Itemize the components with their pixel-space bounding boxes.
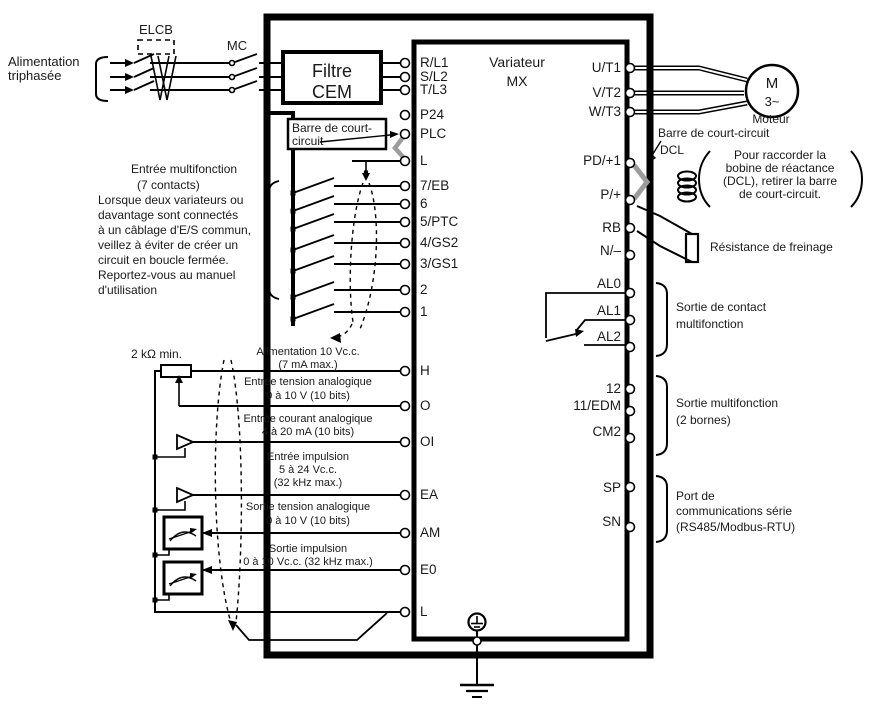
terminal-label-4/GS2: 4/GS2	[420, 235, 459, 250]
dcl-jumper-label: Barre de court-circuit	[658, 126, 770, 140]
supply-label-line2: triphasée	[8, 68, 62, 83]
wire	[634, 165, 647, 199]
terminal-H	[401, 367, 410, 376]
terminal-1	[401, 308, 410, 317]
terminal-11/EDM	[626, 407, 635, 416]
terminal-label-L: L	[420, 153, 428, 168]
mc-contact	[235, 81, 257, 89]
filter-label-line1: Filtre	[312, 61, 352, 81]
analog-row-label: 5 à 24 Vc.c.	[278, 464, 338, 476]
elcb-dashed-box	[138, 40, 174, 54]
terminal-label-AL0: AL0	[596, 276, 621, 291]
terminal-label-12: 12	[605, 381, 621, 396]
elcb-contact	[134, 68, 154, 77]
wire	[215, 360, 231, 623]
terminal-label-E0: E0	[420, 562, 437, 577]
analog-row-label: (32 kHz max.)	[273, 477, 343, 489]
wire	[362, 173, 370, 181]
terminal-label-3/GS1: 3/GS1	[420, 256, 459, 271]
analog-row-label: 0 à 10 V (10 bits)	[266, 515, 350, 527]
terminal-label-6: 6	[420, 196, 428, 211]
analog-row-label: Entrée tension analogique	[244, 376, 372, 388]
phase-arrow	[125, 59, 134, 67]
input-note-title1: Entrée multifonction	[131, 162, 238, 176]
filter-label-line2: CEM	[312, 82, 352, 102]
terminal-2	[401, 286, 410, 295]
input-switch	[293, 178, 334, 193]
input-switch	[293, 304, 334, 319]
pulse-meter-icon	[164, 562, 202, 594]
wire	[236, 613, 387, 640]
terminal-S/L2	[401, 73, 410, 82]
analog-row-label: 0 à 10 Vc.c. (32 kHz max.)	[243, 556, 373, 568]
terminal-label-RB: RB	[602, 220, 621, 235]
supply-bracket	[96, 57, 108, 101]
wire	[637, 231, 692, 262]
mc-contact-pole	[230, 75, 235, 80]
terminal-label-5/PTC: 5/PTC	[420, 214, 459, 229]
terminal-OI	[401, 438, 410, 447]
terminal-U/T1	[626, 64, 635, 73]
wire	[153, 553, 158, 558]
terminal-3/GS1	[401, 260, 410, 269]
terminal-PD/+1	[626, 159, 635, 168]
jumper-note-line2: circuit	[292, 134, 324, 148]
inverter-title-line2: MX	[506, 73, 528, 89]
wire	[699, 151, 710, 207]
relay-output-bracket	[656, 283, 667, 356]
input-note-body: circuit en boucle fermée.	[98, 253, 229, 267]
shielded-cable-lower	[215, 360, 387, 640]
terminal-label-W/T3: W/T3	[588, 104, 621, 119]
terminal-E0	[401, 566, 410, 575]
wire	[231, 360, 241, 622]
supply-label-line1: Alimentation	[8, 54, 80, 69]
terminal-label-S/L2: S/L2	[420, 69, 448, 84]
input-switch	[293, 214, 334, 229]
input-note-body: Reportez-vous au manuel	[98, 268, 236, 282]
wire	[190, 528, 197, 534]
pulse-source-icon	[177, 488, 193, 502]
analog-row-label: Entrée courant analogique	[243, 413, 373, 425]
terminal-CM2	[626, 434, 635, 443]
brake-resistor-label: Résistance de freinage	[710, 240, 833, 254]
terminal-label-EA: EA	[420, 487, 439, 502]
multifunction-input-contacts	[291, 178, 401, 322]
terminal-6	[401, 200, 410, 209]
terminal-SN	[626, 523, 635, 532]
phase-arrow	[125, 73, 134, 81]
terminal-label-L: L	[420, 604, 428, 619]
elcb-contact	[134, 81, 154, 90]
analog-row-label: (7 mA max.)	[278, 359, 338, 371]
terminal-label-PD/+1: PD/+1	[583, 153, 621, 168]
terminal-label-H: H	[420, 363, 430, 378]
terminal-label-R/L1: R/L1	[420, 55, 449, 70]
dcl-note-line: de court-circuit.	[738, 187, 822, 201]
multi-output-label: (2 bornes)	[676, 413, 731, 427]
wire	[155, 501, 185, 510]
wire	[170, 577, 196, 586]
input-note-body: davantage sont connectés	[98, 208, 239, 222]
dcl-reactor-coil-icon	[678, 172, 696, 202]
pot-value-label: 2 kΩ min.	[131, 347, 182, 361]
serial-port-bracket	[656, 476, 667, 542]
terminal-label-N/–: N/–	[599, 243, 621, 258]
analog-meter-icon	[164, 517, 202, 549]
phase-arrow	[125, 86, 134, 94]
analog-row-label: Alimentation 10 Vc.c.	[256, 346, 360, 358]
terminal-label-V/T2: V/T2	[592, 85, 621, 100]
wire	[637, 206, 692, 234]
terminals	[401, 55, 635, 619]
dcl-note-line: Pour raccorder la	[733, 148, 827, 162]
terminal-L	[401, 608, 410, 617]
mc-contact-pole	[230, 88, 235, 93]
potentiometer	[161, 365, 191, 377]
analog-row-label: 0 à 10 V (10 bits)	[266, 390, 350, 402]
wire	[330, 333, 341, 343]
input-note-body: d'utilisation	[98, 283, 157, 297]
logic-common-wire	[352, 161, 400, 181]
wire	[153, 508, 158, 513]
analog-row-label: Sortie impulsion	[268, 543, 348, 555]
terminal-V/T2	[626, 89, 635, 98]
relay-output-label: Sortie de contact	[676, 300, 767, 314]
terminal-12	[626, 385, 635, 394]
terminal-label-AL1: AL1	[596, 303, 621, 318]
terminal-AL0	[626, 289, 635, 298]
terminal-N/–	[626, 251, 635, 260]
terminal-label-P24: P24	[420, 107, 445, 122]
wire	[155, 448, 185, 457]
terminal-PLC	[401, 130, 410, 139]
analog-row-label: 4 à 20 mA (10 bits)	[261, 426, 355, 438]
motor-letter: M	[765, 75, 779, 92]
input-switch	[293, 235, 334, 250]
input-switch	[293, 282, 334, 297]
terminal-label-OI: OI	[420, 434, 435, 449]
dcl-note-line: bobine de réactance	[725, 161, 835, 175]
terminal-O	[401, 402, 410, 411]
wire	[473, 637, 481, 645]
terminal-4/GS2	[401, 239, 410, 248]
jumper-note-line1: Barre de court-	[292, 121, 373, 135]
wire	[153, 455, 158, 460]
input-note-body: Lorsque deux variateurs ou	[98, 193, 244, 207]
relay-output-label: multifonction	[676, 317, 744, 331]
brake-resistor-icon	[686, 234, 698, 262]
terminal-label-2: 2	[420, 282, 428, 297]
terminal-W/T3	[626, 108, 635, 117]
terminal-7/EB	[401, 182, 410, 191]
wire	[170, 532, 196, 541]
wire	[851, 151, 862, 207]
terminal-label-T/L3: T/L3	[420, 82, 448, 97]
terminal-label-AL2: AL2	[596, 329, 621, 344]
terminal-P/+	[626, 196, 635, 205]
inverter-title-line1: Variateur	[489, 54, 545, 70]
terminal-label-P/+: P/+	[600, 187, 621, 202]
terminal-label-O: O	[420, 398, 431, 413]
wire	[153, 598, 158, 603]
multi-output-label: Sortie multifonction	[676, 396, 779, 410]
terminal-label-SN: SN	[602, 514, 621, 529]
terminal-SP	[626, 483, 635, 492]
motor-label: Moteur	[752, 112, 790, 126]
input-note-title2: (7 contacts)	[137, 178, 200, 192]
terminal-R/L1	[401, 59, 410, 68]
terminal-label-7/EB: 7/EB	[420, 178, 450, 193]
terminal-AL2	[626, 343, 635, 352]
mc-contact-pole	[230, 61, 235, 66]
jumper-label-box	[288, 119, 399, 149]
wire	[190, 573, 197, 579]
serial-port-label: (RS485/Modbus-RTU)	[676, 520, 796, 534]
terminal-AM	[401, 529, 410, 538]
terminal-RB	[626, 224, 635, 233]
terminal-label-PLC: PLC	[420, 126, 447, 141]
motor-symbol	[746, 65, 798, 117]
mc-contact	[235, 54, 257, 62]
terminal-label-1: 1	[420, 304, 428, 319]
motor-phase: 3~	[764, 94, 780, 109]
terminal-label-AM: AM	[420, 525, 441, 540]
serial-port-label: Port de	[676, 489, 715, 503]
terminal-L	[401, 157, 410, 166]
elcb-label: ELCB	[139, 22, 173, 37]
mc-label: MC	[226, 38, 248, 53]
terminal-label-11/EDM: 11/EDM	[573, 398, 621, 413]
input-note-body: à un câblage d'E/S commun,	[98, 223, 252, 237]
dcl-note-line: (DCL), retirer la barre	[722, 174, 838, 188]
terminal-AL1	[626, 316, 635, 325]
terminal-T/L3	[401, 86, 410, 95]
terminal-label-CM2: CM2	[592, 424, 621, 439]
mc-contact	[235, 68, 257, 76]
terminal-label-SP: SP	[602, 480, 621, 495]
terminal-P24	[401, 111, 410, 120]
terminal-EA	[401, 491, 410, 500]
input-switch	[293, 256, 334, 271]
current-source-icon	[177, 435, 193, 449]
analog-row-label: Entrée impulsion	[267, 451, 349, 463]
terminal-label-U/T1: U/T1	[591, 60, 621, 75]
wire	[390, 131, 399, 138]
wire	[546, 333, 580, 341]
analog-row-label: Sortie tension analogique	[245, 501, 371, 513]
multi-output-bracket	[656, 376, 667, 455]
input-switch	[293, 196, 334, 211]
brake-resistor-circuit	[637, 206, 698, 262]
dcl-name-label: DCL	[660, 143, 685, 157]
serial-port-label: communications série	[676, 504, 793, 518]
terminal-5/PTC	[401, 218, 410, 227]
plc-jumper	[395, 136, 404, 158]
input-note-body: veillez à éviter de créer un	[98, 238, 239, 252]
